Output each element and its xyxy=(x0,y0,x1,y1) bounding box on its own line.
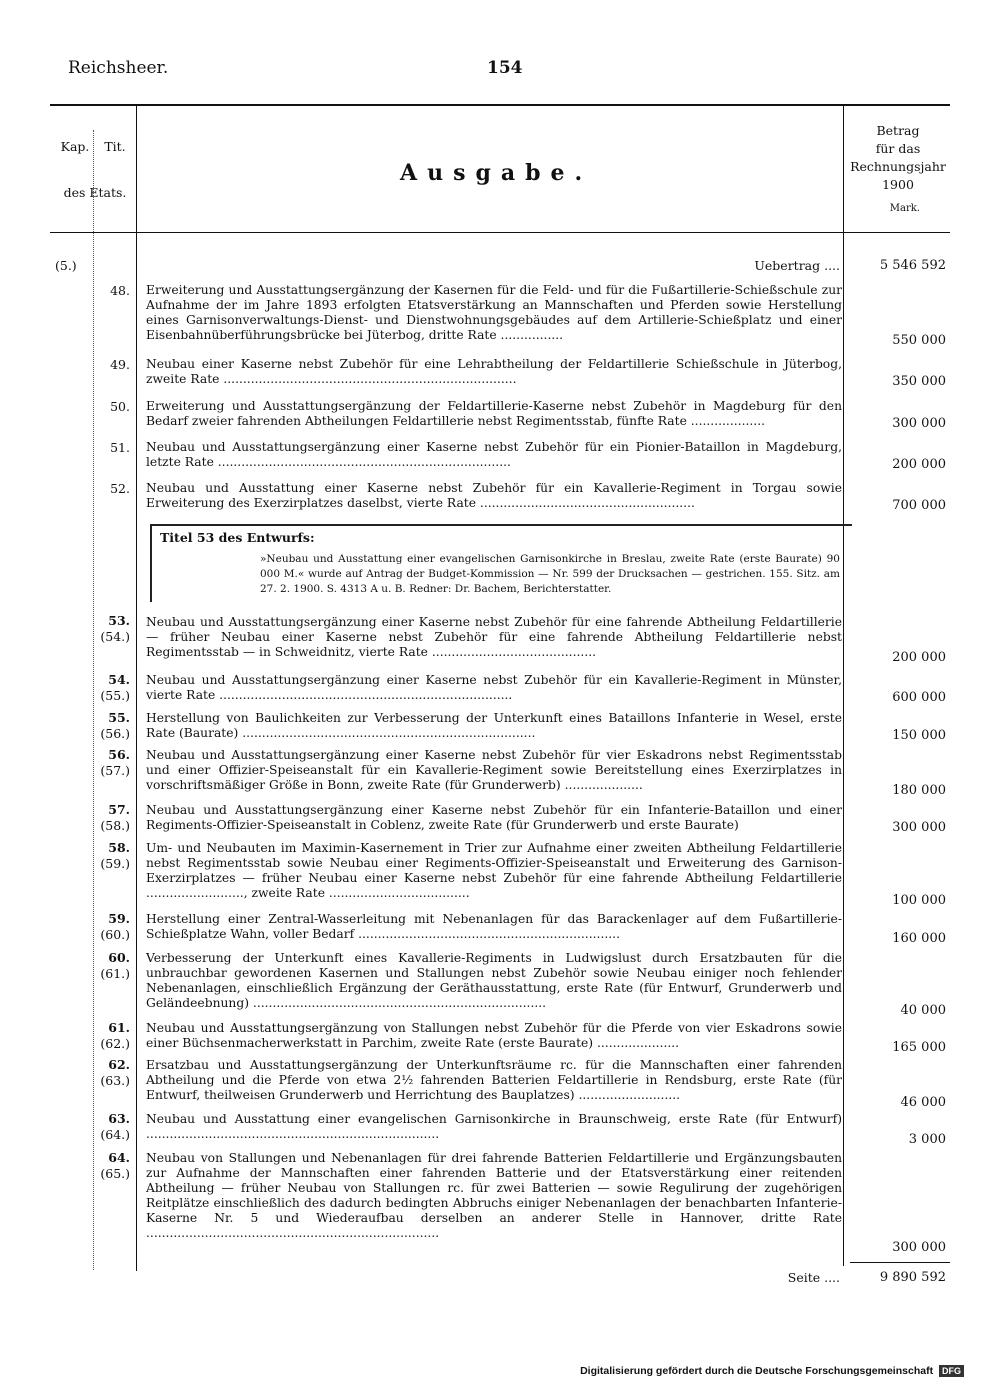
tit-old-number: (59.) xyxy=(100,856,130,871)
tit-old-number: (58.) xyxy=(100,818,130,833)
tit-number: 54. xyxy=(108,672,130,687)
entry-amount: 300 000 xyxy=(892,820,946,835)
tit-old-number: (60.) xyxy=(100,927,130,942)
tit-old-number: (65.) xyxy=(100,1166,130,1181)
tit-number: 51. xyxy=(110,440,130,455)
tit-number: 62. xyxy=(108,1057,130,1072)
entry-text: Um- und Neubauten im Maximin-Kasernement in Trier zur Aufnahme einer zweiten Abtheilung Feldartillerie nebst Regimentsstab sowie Neubau einer Regiments-Offizier-Speiseanstalt und Erweiterung des Garnison-Exerzirplatzes — früher Neubau einer Kaserne nebst Zubehör für eine fahrende Abtheilung Feldartillerie ........................., zweite Rate .................................... xyxy=(146,841,842,900)
col-divider-amount xyxy=(843,106,844,1266)
entry-text: Neubau einer Kaserne nebst Zubehör für eine Lehrabtheilung der Feldartillerie Schießschule in Jüterbog, zweite Rate ........................................................................... xyxy=(146,357,842,386)
tit-number: 55. xyxy=(108,710,130,725)
tit-number: 64. xyxy=(108,1150,130,1165)
tit-number: 57. xyxy=(108,802,130,817)
entry-amount: 165 000 xyxy=(892,1040,946,1055)
entry-text: Herstellung von Baulichkeiten zur Verbesserung der Unterkunft eines Bataillons Infanterie in Wesel, erste Rate (Baurate) ........................................................................... xyxy=(146,711,842,740)
dfg-logo: DFG xyxy=(939,1365,964,1377)
page-number: 154 xyxy=(487,58,523,78)
tit-old-number: (55.) xyxy=(100,688,130,703)
entry-amount: 160 000 xyxy=(892,931,946,946)
tit-old-number: (56.) xyxy=(100,726,130,741)
tit-old-number: (62.) xyxy=(100,1036,130,1051)
kap-header: Kap. xyxy=(60,139,90,154)
entry-text: Ersatzbau und Ausstattungsergänzung der Unterkunftsräume rc. für die Mannschaften einer fahrenden Abtheilung und die Pferde von etwa 2½ fahrenden Batterien Feldartillerie in Rendsburg, erste Rate (für Entwurf, theilweisen Grunderwerb und Herrichtung des Bauplatzes) .......................... xyxy=(146,1058,842,1102)
entry-amount: 600 000 xyxy=(892,690,946,705)
tit-old-number: (64.) xyxy=(100,1127,130,1142)
tit-old-number: (61.) xyxy=(100,966,130,981)
tit-number: 49. xyxy=(110,357,130,372)
entry-amount: 40 000 xyxy=(900,1003,946,1018)
note-body: »Neubau und Ausstattung einer evangelischen Garnisonkirche in Breslau, zweite Rate (erste Baurate) 90 000 M.« wurde auf Antrag der Budget-Kommission — Nr. 599 der Drucksachen — gestrichen. 155. Sitz. am 27. 2. 1900. S. 4313 A u. B. Redner: Dr. Bachem, Berichterstatter. xyxy=(260,553,840,595)
entry-text: Neubau und Ausstattungsergänzung einer Kaserne nebst Zubehör für ein Pionier-Bataillon in Magdeburg, letzte Rate ........................................................................... xyxy=(146,440,842,469)
tit-number: 56. xyxy=(108,747,130,762)
entry-text: Erweiterung und Ausstattungsergänzung der Kasernen für die Feld- und für die Fußartillerie-Schießschule zur Aufnahme der im Jahre 1893 erfolgten Etatsverstärkung an Mannschaften und Pferden sowie Herstellung eines Garnisonverwaltungs-Dienst- und Dienstwohnungsgebäudes auf dem Artillerie-Schießplatz und einer Eisenbahnüberführungsbrücke bei Jüterbog, dritte Rate ................ xyxy=(146,283,842,342)
entry-amount: 300 000 xyxy=(892,1240,946,1255)
tit-number: 59. xyxy=(108,911,130,926)
tit-header: Tit. xyxy=(104,139,126,154)
section-title: Ausgabe. xyxy=(400,160,593,186)
tit-number: 58. xyxy=(108,840,130,855)
page-total-amount: 9 890 592 xyxy=(879,1270,946,1285)
entry-text: Neubau und Ausstattung einer Kaserne nebst Zubehör für ein Kavallerie-Regiment in Torgau sowie Erweiterung des Exerzirplatzes daselbst, vierte Rate ....................................................... xyxy=(146,481,842,510)
entry-text: Neubau von Stallungen und Nebenanlagen für drei fahrende Batterien Feldartillerie und Ergänzungsbauten zur Aufnahme der Mannschaften einer fahrenden Batterie und der Etatsverstärkung einer reitenden Abtheilung — früher Neubau von Stallungen rc. für zwei Batterien — sowie Regulirung der zugehörigen Reitplätze einschließlich des dadurch bedingten Abbruchs einiger Nebenanlagen der benachbarten Infanterie-Kaserne Nr. 5 und Wiederaufbau derselben an anderer Stelle in Hannover, dritte Rate ........................................................................... xyxy=(146,1151,842,1240)
entry-amount: 100 000 xyxy=(892,893,946,908)
entry-text: Neubau und Ausstattung einer evangelischen Garnisonkirche in Braunschweig, erste Rate (für Entwurf) ........................................................................... xyxy=(146,1112,842,1141)
entry-amount: 550 000 xyxy=(892,333,946,348)
entry-amount: 300 000 xyxy=(892,416,946,431)
tit-number: 61. xyxy=(108,1020,130,1035)
entry-text: Neubau und Ausstattungsergänzung von Stallungen nebst Zubehör für die Pferde von vier Eskadrons sowie einer Büchsenmacherwerkstatt in Parchim, zweite Rate (erste Baurate) ..................... xyxy=(146,1021,842,1050)
entry-text: Neubau und Ausstattungsergänzung einer Kaserne nebst Zubehör für vier Eskadrons nebst Regimentsstab und einer Offizier-Speiseanstalt für ein Kavallerie-Regiment sowie Bereitstellung eines Exerzirplatzes in vorschriftsmäßiger Größe in Bonn, zweite Rate (für Grunderwerb) .................... xyxy=(146,748,842,792)
entry-amount: 200 000 xyxy=(892,650,946,665)
note-title: Titel 53 des Entwurfs: xyxy=(160,530,315,545)
top-rule xyxy=(50,104,950,106)
tit-old-number: (54.) xyxy=(100,629,130,644)
kap-number: (5.) xyxy=(55,258,77,273)
carry-label: Uebertrag .... xyxy=(754,258,840,273)
tit-old-number: (57.) xyxy=(100,763,130,778)
entry-amount: 3 000 xyxy=(908,1132,946,1147)
entry-text: Neubau und Ausstattungsergänzung einer Kaserne nebst Zubehör für eine fahrende Abtheilung Feldartillerie — früher Neubau einer Kaserne nebst Zubehör für eine fahrende Abtheilung Feldartillerie nebst Regimentsstab — in Schweidnitz, vierte Rate .......................................... xyxy=(146,615,842,659)
carry-amount: 5 546 592 xyxy=(879,258,946,273)
tit-number: 63. xyxy=(108,1111,130,1126)
entry-text: Verbesserung der Unterkunft eines Kavallerie-Regiments in Ludwigslust durch Ersatzbauten für die unbrauchbar gewordenen Kasernen und Stallungen nebst Zubehör sowie Neubau einiger noch fehlender Nebenanlagen, einschließlich Ergänzung der Geräthausstattung, erste Rate (für Entwurf, Grunderwerb und Geländeebnung) ........................................................................... xyxy=(146,951,842,1010)
tit-number: 53. xyxy=(108,613,130,628)
digitization-credit xyxy=(580,1365,964,1377)
header-rule xyxy=(50,232,950,233)
tit-old-number: (63.) xyxy=(100,1073,130,1088)
entry-amount: 700 000 xyxy=(892,498,946,513)
tit-number: 52. xyxy=(110,481,130,496)
credit-text: Digitalisierung gefördert durch die Deutsche Forschungsgemeinschaft xyxy=(580,1365,934,1377)
tit-number: 48. xyxy=(110,283,130,298)
entry-amount: 180 000 xyxy=(892,783,946,798)
page-total-label: Seite .... xyxy=(787,1270,840,1285)
col-divider-text xyxy=(136,106,137,1271)
entry-text: Neubau und Ausstattungsergänzung einer Kaserne nebst Zubehör für ein Kavallerie-Regiment in Münster, vierte Rate ........................................................................... xyxy=(146,673,842,702)
tit-number: 50. xyxy=(110,399,130,414)
entry-text: Erweiterung und Ausstattungsergänzung der Feldartillerie-Kaserne nebst Zubehör in Magdeburg für den Bedarf zweier fahrenden Abtheilungen Feldartillerie nebst Regimentsstab, fünfte Rate ................... xyxy=(146,399,842,428)
total-rule xyxy=(850,1262,950,1263)
entry-amount: 150 000 xyxy=(892,728,946,743)
tit-number: 60. xyxy=(108,950,130,965)
entry-amount: 350 000 xyxy=(892,374,946,389)
entry-amount: 46 000 xyxy=(900,1095,946,1110)
running-head: Reichsheer. xyxy=(68,58,169,78)
entry-text: Neubau und Ausstattungsergänzung einer Kaserne nebst Zubehör für ein Infanterie-Bataillon und einer Regiments-Offizier-Speiseanstalt in Coblenz, zweite Rate (für Grunderwerb und erste Baurate) xyxy=(146,803,842,832)
amount-header: Betrag für das Rechnungsjahr 1900 Mark. xyxy=(850,123,946,214)
entry-text: Herstellung einer Zentral-Wasserleitung mit Nebenanlagen für das Barackenlager auf dem Fußartillerie-Schießplatze Wahn, voller Bedarf ................................................................... xyxy=(146,912,842,941)
entry-amount: 200 000 xyxy=(892,457,946,472)
des-etats-header: des Etats. xyxy=(63,185,127,200)
